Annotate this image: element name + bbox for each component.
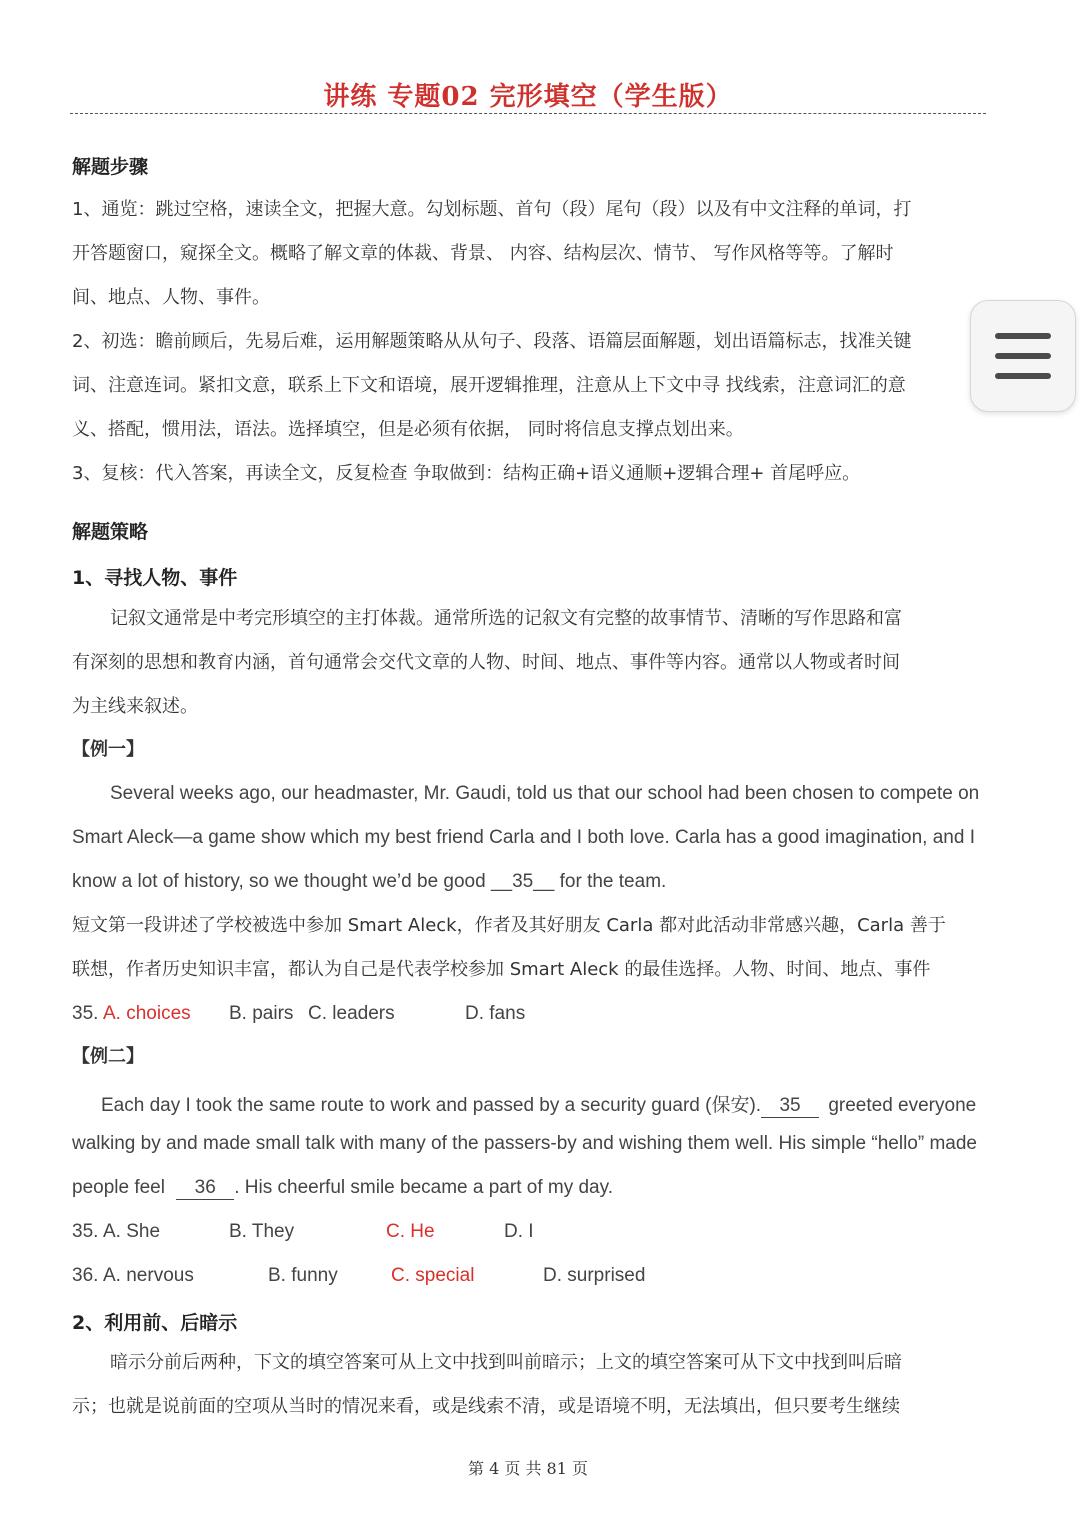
strategy2-line: 暗示分前后两种，下文的填空答案可从上文中找到叫前暗示；上文的填空答案可从下文中找到叫后暗: [110, 1352, 902, 1373]
menu-button[interactable]: [970, 300, 1076, 412]
example1-analysis-line: 联想，作者历史知识丰富，都认为自己是代表学校参加 Smart Aleck 的最佳选择。人物、时间、地点、事件: [72, 959, 931, 980]
example2-line: walking by and made small talk with many of the passers-by and wishing them well. His simple “hello” made: [72, 1133, 977, 1154]
option: D. fans: [465, 1003, 526, 1024]
strategy2-heading: 2、利用前、后暗示: [72, 1312, 238, 1334]
steps-line: 义、搭配，惯用法，语法。选择填空，但是必须有依据， 同时将信息支撑点划出来。: [72, 419, 744, 440]
option: D. I: [504, 1221, 534, 1242]
steps-line: 间、地点、人物、事件。: [72, 287, 270, 308]
example1-line: know a lot of history, so we thought we’d be good __35__ for the team.: [72, 871, 667, 892]
example2-text: greeted everyone: [828, 1095, 977, 1116]
steps-line: 3、复核：代入答案，再读全文，反复检查 争取做到：结构正确+语义通顺+逻辑合理+ 首尾呼应。: [72, 463, 861, 484]
steps-line: 1、通览：跳过空格，速读全文，把握大意。勾划标题、首句（段）尾句（段）以及有中文注释的单词，打: [72, 199, 912, 220]
steps-heading: 解题步骤: [72, 156, 149, 178]
option-correct: C. He: [386, 1221, 435, 1242]
option: A. She: [103, 1221, 161, 1242]
strategy1-heading: 1、寻找人物、事件: [72, 567, 238, 589]
steps-line: 2、初选：瞻前顾后，先易后难，运用解题策略从从句子、段落、语篇层面解题，划出语篇标志，找准关键: [72, 331, 912, 352]
header-divider: [70, 113, 986, 114]
question-number: 35.: [72, 1221, 99, 1242]
example1-analysis-line: 短文第一段讲述了学校被选中参加 Smart Aleck，作者及其好朋友 Carla 都对此活动非常感兴趣，Carla 善于: [72, 915, 946, 936]
example2-text: people feel: [72, 1177, 165, 1198]
strategy1-line: 为主线来叙述。: [72, 696, 198, 717]
option-correct: C. special: [391, 1265, 475, 1286]
example1-line: Smart Aleck—a game show which my best friend Carla and I both love. Carla has a good imagination, and I: [72, 827, 975, 848]
example2-text: Each day I took the same route to work and passed by a security guard (保安).: [101, 1095, 762, 1116]
option: A. nervous: [103, 1265, 194, 1286]
option: B. pairs: [229, 1003, 294, 1024]
example2-line: [72, 1177, 613, 1200]
blank-35: 35: [761, 1095, 819, 1118]
example2-line: [101, 1090, 976, 1118]
question-number: 35.: [72, 1003, 99, 1024]
example1-line: Several weeks ago, our headmaster, Mr. Gaudi, told us that our school had been chosen to compete on: [110, 783, 980, 804]
example1-label: 【例一】: [72, 739, 144, 760]
example2-text: . His cheerful smile became a part of my day.: [234, 1177, 613, 1198]
example2-label: 【例二】: [72, 1046, 144, 1067]
strategy2-line: 示；也就是说前面的空项从当时的情况来看，或是线索不清，或是语境不明，无法填出，但只要考生继续: [72, 1396, 900, 1417]
page-title: 讲练 专题02 完形填空（学生版）: [323, 82, 733, 112]
option: C. leaders: [308, 1003, 395, 1024]
option: B. funny: [268, 1265, 338, 1286]
question-number: 36.: [72, 1265, 99, 1286]
option-correct: A. choices: [103, 1003, 191, 1024]
strategy1-line: 有深刻的思想和教育内涵，首句通常会交代文章的人物、时间、地点、事件等内容。通常以人物或者时间: [72, 652, 900, 673]
option: B. They: [229, 1221, 295, 1242]
strategy-heading: 解题策略: [72, 521, 149, 543]
option: D. surprised: [543, 1265, 646, 1286]
blank-36: 36: [176, 1177, 234, 1200]
steps-line: 开答题窗口，窥探全文。概略了解文章的体裁、背景、 内容、结构层次、情节、 写作风格等等。了解时: [72, 243, 894, 264]
steps-line: 词、注意连词。紧扣文意，联系上下文和语境，展开逻辑推理，注意从上下文中寻 找线索，注意词汇的意: [72, 375, 906, 396]
strategy1-line: 记叙文通常是中考完形填空的主打体裁。通常所选的记叙文有完整的故事情节、清晰的写作思路和富: [110, 608, 902, 629]
page-footer: 第 4 页 共 81 页: [468, 1459, 588, 1478]
